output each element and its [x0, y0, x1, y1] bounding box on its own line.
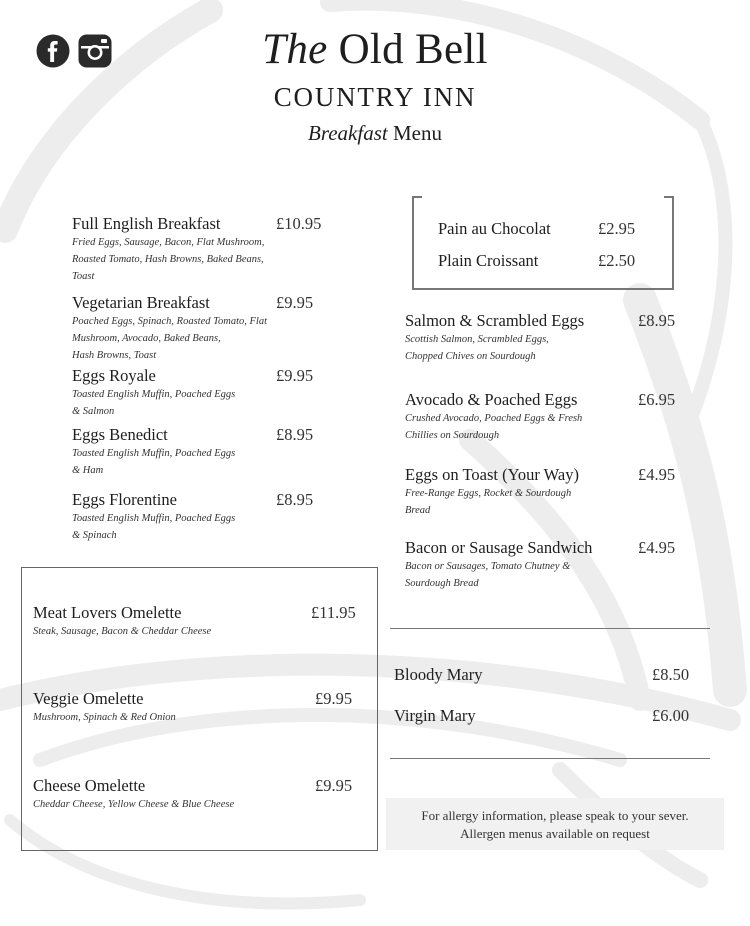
menu-item	[72, 425, 342, 479]
item-description: Cheddar Cheese, Yellow Cheese & Blue Cheese	[33, 799, 235, 810]
item-price: £9.95	[276, 293, 314, 312]
menu-item	[72, 490, 342, 544]
item-name: Vegetarian Breakfast	[72, 293, 210, 312]
menu-item	[405, 311, 695, 365]
item-description: Toasted English Muffin, Poached Eggs & Ham	[72, 448, 236, 476]
allergy-note: For allergy information, please speak to your sever. Allergen menus available on request	[386, 798, 724, 850]
item-price: £9.95	[315, 689, 353, 708]
item-name: Eggs Royale	[72, 366, 156, 385]
drink-item	[394, 665, 704, 685]
item-name: Avocado & Poached Eggs	[405, 390, 578, 409]
item-description: Poached Eggs, Spinach, Roasted Tomato, Flat Mushroom, Avocado, Baked Beans, Hash Browns, Toast	[72, 316, 268, 361]
item-price: £2.50	[598, 251, 636, 270]
item-price: £8.95	[276, 490, 314, 509]
item-name: Meat Lovers Omelette	[33, 603, 182, 622]
menu-item	[33, 776, 368, 813]
menu-name: Breakfast Menu	[308, 121, 442, 145]
item-name: Veggie Omelette	[33, 689, 144, 708]
item-price: £8.95	[276, 425, 314, 444]
item-name: Virgin Mary	[394, 706, 476, 725]
item-description: Free-Range Eggs, Rocket & Sourdough Bread	[405, 488, 572, 516]
item-price: £9.95	[315, 776, 353, 795]
item-description: Toasted English Muffin, Poached Eggs & Salmon	[72, 389, 236, 417]
item-description: Steak, Sausage, Bacon & Cheddar Cheese	[33, 626, 212, 637]
page-subtitle: COUNTRY INN	[273, 82, 477, 112]
item-description: Fried Eggs, Sausage, Bacon, Flat Mushroom, Roasted Tomato, Hash Browns, Baked Beans, Toast	[72, 237, 265, 282]
item-description: Scottish Salmon, Scrambled Eggs, Chopped Chives on Sourdough	[405, 334, 549, 362]
menu-item	[405, 538, 695, 592]
item-description: Toasted English Muffin, Poached Eggs & Spinach	[72, 513, 236, 541]
drink-item	[394, 706, 704, 726]
item-price: £9.95	[276, 366, 314, 385]
menu-item	[33, 689, 368, 726]
item-price: £10.95	[276, 214, 322, 233]
divider	[390, 628, 710, 629]
item-price: £8.95	[638, 311, 676, 330]
item-price: £4.95	[638, 538, 676, 557]
item-name: Eggs on Toast (Your Way)	[405, 465, 579, 484]
item-name: Bacon or Sausage Sandwich	[405, 538, 593, 557]
item-name: Plain Croissant	[438, 251, 539, 270]
item-description: Mushroom, Spinach & Red Onion	[33, 712, 176, 723]
item-name: Eggs Benedict	[72, 425, 168, 444]
item-name: Cheese Omelette	[33, 776, 146, 795]
item-name: Full English Breakfast	[72, 214, 221, 233]
menu-item	[33, 603, 368, 640]
item-name: Pain au Chocolat	[438, 219, 551, 238]
item-name: Bloody Mary	[394, 665, 483, 684]
item-price: £2.95	[598, 219, 636, 238]
pastries-box	[412, 196, 674, 290]
menu-item	[72, 214, 342, 285]
item-description: Crushed Avocado, Poached Eggs & Fresh Chillies on Sourdough	[405, 413, 583, 441]
item-name: Salmon & Scrambled Eggs	[405, 311, 585, 330]
item-price: £8.50	[652, 665, 690, 684]
menu-item	[405, 390, 695, 444]
item-price: £6.00	[652, 706, 690, 725]
menu-item	[438, 219, 668, 239]
divider	[390, 758, 710, 759]
item-name: Eggs Florentine	[72, 490, 177, 509]
item-price: £6.95	[638, 390, 676, 409]
page-title: The Old Bell	[262, 26, 488, 73]
menu-item	[72, 293, 342, 364]
menu-item	[72, 366, 342, 420]
item-description: Bacon or Sausages, Tomato Chutney & Sourdough Bread	[405, 561, 571, 589]
item-price: £11.95	[311, 603, 356, 622]
item-price: £4.95	[638, 465, 676, 484]
menu-item	[405, 465, 695, 519]
menu-item	[438, 251, 668, 271]
